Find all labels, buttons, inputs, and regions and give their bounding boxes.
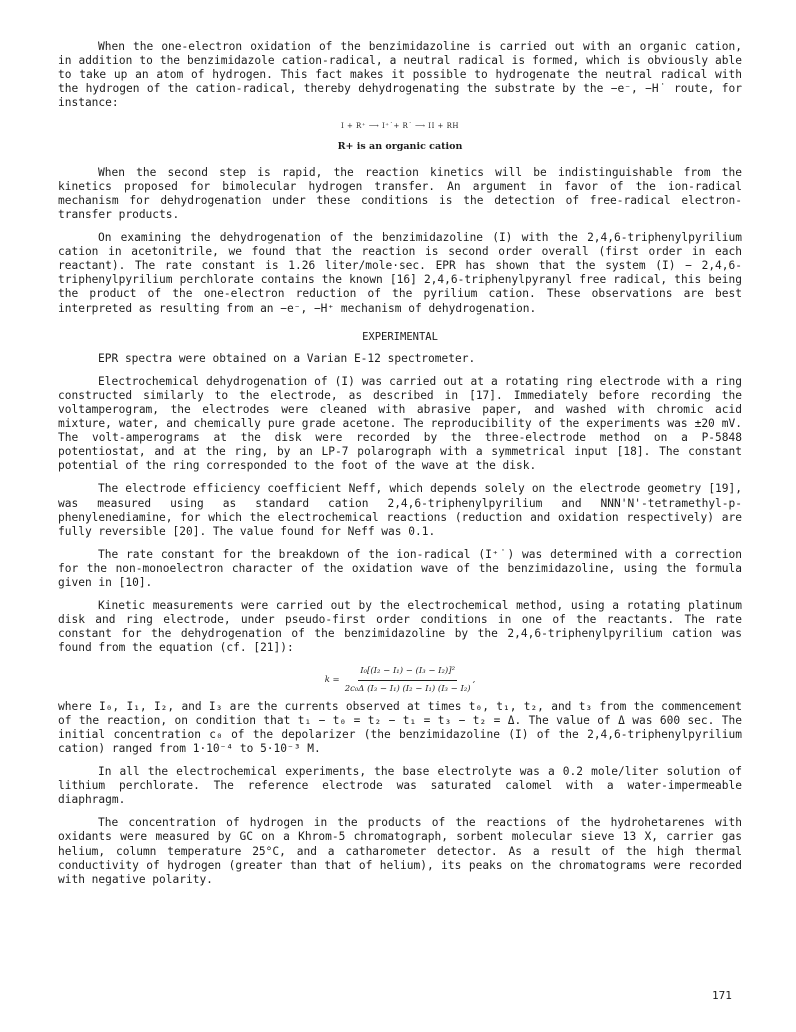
paragraph-electrolyte: In all the electrochemical experiments, the base electrolyte was a 0.2 mole/liter solution of lithium perchlorate. The reference electrode was saturated calomel with a water-impermeable diaphragm.	[58, 765, 742, 807]
section-heading-experimental: EXPERIMENTAL	[362, 330, 438, 343]
rate-equation-tail: ,	[472, 675, 476, 686]
paragraph-pyrilium: On examining the dehydrogenation of the benzimidazoline (I) with the 2,4,6-triphenylpyrilium cation in acetonitrile, we found that the reaction is second order overall (first order in each reactant). The rate constant is 1.26 liter/mole·sec. EPR has shown that the system (I) − 2,4,6-triphenylpyrilium perchlorate contains the known [16] 2,4,6-triphenylpyranyl free radical, this being the product of the one-electron reduction of the pyrilium cation. These observations are best interpreted as resulting from an −e⁻, −H⁺ mechanism of dehydrogenation.	[58, 231, 742, 315]
rate-equation-denominator: 2c₀Δ (I₃ − I₁) (I₂ − I₁) (I₃ − I₂)	[344, 683, 471, 694]
rate-equation-lhs: k =	[324, 675, 340, 686]
reaction-scheme-note: R+ is an organic cation	[337, 140, 463, 152]
rate-equation	[58, 664, 742, 695]
paragraph-intro: When the one-electron oxidation of the benzimidazoline is carried out with an organic cation, in addition to the benzimidazole cation-radical, a neutral radical is formed, which is obviously able to take up an atom of hydrogen. This fact makes it possible to hydrogenate the neutral radical with the hydrogen of the cation-radical, thereby dehydrogenating the substrate by the −e⁻, −H˙ route, for instance:	[58, 40, 742, 110]
paragraph-epr: EPR spectra were obtained on a Varian E-12 spectrometer.	[98, 351, 476, 365]
paragraph-electrochemical: Electrochemical dehydrogenation of (I) was carried out at a rotating ring electrode with a ring constructed similarly to the electrode, as described in [17]. Immediately before recording the voltamperogram, the electrodes were cleaned with abrasive paper, and washed with chromic acid mixture, water, and chemically pure grade acetone. The reproducibility of the experiments was ±20 mV. The volt-amperograms at the disk were recorded by the three-electrode method on a P-5848 potentiostat, and at the ring, by an LP-7 polarograph with a symmetrical input [18]. The constant potential of the ring corresponded to the foot of the wave at the disk.	[58, 374, 742, 473]
paragraph-hydrogen-gc: The concentration of hydrogen in the products of the reactions of the hydrohetarenes with oxidants were measured by GC on a Khrom-5 chromatograph, sorbent molecular sieve 13 X, carrier gas helium, column temperature 25°C, and a catharometer detector. As a result of the high thermal conductivity of hydrogen (greater than that of helium), its peaks on the chromatograms were recorded with negative polarity.	[58, 816, 742, 886]
rate-equation-fraction	[343, 664, 473, 695]
paper-page	[58, 40, 742, 896]
page-number: 171	[712, 989, 732, 1002]
paragraph-efficiency: The electrode efficiency coefficient Neff, which depends solely on the electrode geometry [19], was measured using as standard cation 2,4,6-triphenylpyrilium and NNN'N'-tetramethyl-p-phenylenediamine, for which the electrochemical reactions (reduction and oxidation respectively) are fully reversible [20]. The value found for Neff was 0.1.	[58, 482, 742, 538]
reaction-scheme: I + R⁺ ⟶ I⁺˙+ R˙ ⟶ II + RH	[340, 122, 460, 131]
paragraph-currents: where I₀, I₁, I₂, and I₃ are the currents observed at times t₀, t₁, t₂, and t₃ from the commencement of the reaction, on condition that t₁ − t₀ = t₂ − t₁ = t₃ − t₂ = Δ. The value of Δ was 600 sec. The initial concentration c₀ of the depolarizer (the benzimidazoline (I) of the 2,4,6-triphenylpyrilium cation) ranged from 1·10⁻⁴ to 5·10⁻³ M.	[58, 699, 742, 755]
paragraph-kinetics: When the second step is rapid, the reaction kinetics will be indistinguishable from the kinetics proposed for bimolecular hydrogen transfer. An argument in favor of the ion-radical mechanism for dehydrogenation under these conditions is the detection of free-radical electron-transfer products.	[58, 165, 742, 221]
paragraph-kinetic-measurements: Kinetic measurements were carried out by the electrochemical method, using a rotating platinum disk and ring electrode, under pseudo-first order conditions in one of the reactants. The rate constant for the dehydrogenation of the benzimidazoline by the 2,4,6-triphenylpyrilium cation was found from the equation (cf. [21]):	[58, 599, 742, 655]
rate-equation-numerator: I₀[(I₂ − I₁) − (I₃ − I₂)]²	[358, 664, 457, 680]
paragraph-rate-constant: The rate constant for the breakdown of the ion-radical (I⁺˙) was determined with a correction for the non-monoelectron character of the oxidation wave of the benzimidazoline, using the formula given in [10].	[58, 547, 742, 589]
